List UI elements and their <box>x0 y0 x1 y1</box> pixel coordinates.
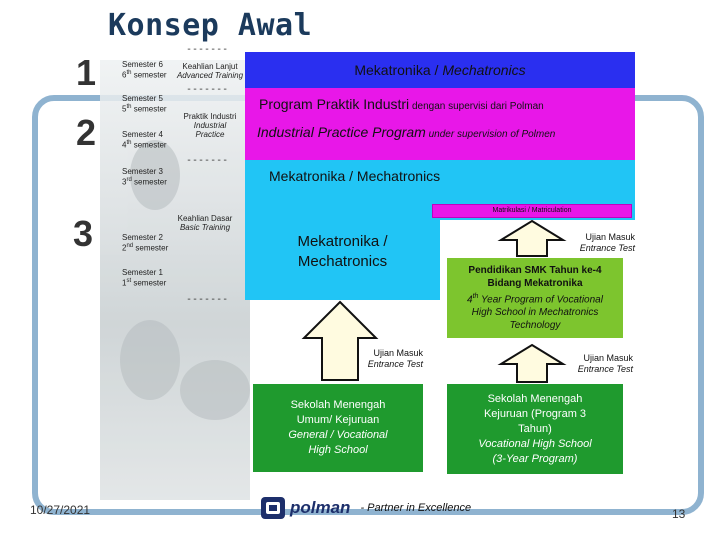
exam-label-id: Ujian Masuk <box>585 232 635 242</box>
semester-english: 2nd semester <box>122 243 169 253</box>
semester-english: 4th semester <box>122 140 167 150</box>
box-line: Technology <box>509 320 561 332</box>
box-line-id <box>259 96 629 114</box>
semester-name: Semester 2 <box>122 233 163 242</box>
semester-4-label <box>122 130 182 150</box>
box-vocational-3-year <box>447 384 623 474</box>
box-smk-4th-year <box>447 258 623 338</box>
box-label-id: Mekatronika / <box>354 62 439 78</box>
stage-number-3: 3 <box>73 213 94 254</box>
box-line: Tahun) <box>518 422 552 435</box>
exam-label-id: Ujian Masuk <box>583 353 633 363</box>
phase-industrial-practice <box>176 112 244 139</box>
box-line: Sekolah Menengah <box>290 399 386 411</box>
semester-english: 6th semester <box>122 70 167 80</box>
exam-label-id: Ujian Masuk <box>373 348 423 358</box>
phase-label-id: Keahlian Dasar <box>177 214 233 223</box>
phase-basic-training <box>172 214 238 232</box>
footer-tagline: - Partner in Excellence <box>360 502 472 514</box>
box-line: Sekolah Menengah <box>487 392 583 405</box>
box-label-en: Mechatronics <box>297 253 388 270</box>
separator-dashes: ------- <box>186 84 229 95</box>
box-line: Kejuruan (Program 3 <box>483 407 587 420</box>
logo-wordmark: polman <box>290 498 351 517</box>
semester-name: Semester 6 <box>122 60 163 69</box>
semester-name: Semester 1 <box>122 268 163 277</box>
phase-advanced-training <box>172 62 248 80</box>
stage-number-2: 2 <box>76 112 97 153</box>
exam-label-en: Entrance Test <box>579 243 635 253</box>
exam-label-en: Entrance Test <box>367 359 423 369</box>
box-line: (3-Year Program) <box>492 452 578 465</box>
box-industrial-practice <box>245 88 635 160</box>
semester-english: 3rd semester <box>122 177 167 187</box>
page-number: 13 <box>672 507 686 521</box>
box-text-big: Program Praktik Industri <box>259 96 410 112</box>
box-line: Umum/ Kejuruan <box>296 414 380 426</box>
box-general-vocational-school <box>253 384 423 472</box>
semester-3-label <box>122 167 182 187</box>
semester-english: 5th semester <box>122 104 167 114</box>
footer-date: 10/27/2021 <box>30 503 91 517</box>
phase-label-en: Industrial <box>193 121 227 130</box>
entrance-test-label <box>543 353 633 375</box>
box-text-big: Industrial Practice Program <box>257 124 426 140</box>
box-label-en: Mechatronics <box>442 62 526 78</box>
entrance-test-label <box>330 348 423 370</box>
separator-dashes: ------- <box>186 294 229 305</box>
stage-number-1: 1 <box>76 52 97 93</box>
semester-5-label <box>122 94 182 114</box>
semester-name: Semester 5 <box>122 94 163 103</box>
box-line: Vocational High School <box>478 437 592 450</box>
box-line: Bidang Mekatronika <box>487 278 583 289</box>
phase-label-en: Basic Training <box>179 223 231 232</box>
semester-2-label <box>122 233 182 253</box>
phase-label-en: Advanced Training <box>176 71 244 80</box>
box-text-small: dengan supervisi dari Polman <box>409 101 544 112</box>
separator-dashes: ------- <box>186 44 229 55</box>
box-mechatronics-entry <box>245 220 440 300</box>
box-label-id: Mekatronika / <box>297 233 388 250</box>
separator-dashes: ------- <box>186 155 229 166</box>
phase-label-en-2: Practice <box>195 130 225 139</box>
polman-logo <box>260 492 500 524</box>
box-line: High School in Mechatronics <box>471 307 599 319</box>
matriculation-bar: Matrikulasi / Matriculation <box>432 204 632 218</box>
box-line: 4th Year Program of Vocational <box>467 293 603 306</box>
semester-english: 1st semester <box>122 278 167 288</box>
page-title: Konsep Awal <box>108 8 313 43</box>
semester-name: Semester 3 <box>122 167 163 176</box>
phase-label-id: Keahlian Lanjut <box>182 62 238 71</box>
phase-label-id: Praktik Industri <box>183 112 237 121</box>
polman-logo-icon <box>260 495 286 521</box>
box-title: Mekatronika / Mechatronics <box>269 168 441 184</box>
box-line: Pendidikan SMK Tahun ke-4 <box>468 265 602 276</box>
semester-1-label <box>122 268 182 288</box>
box-line: High School <box>308 444 368 456</box>
semester-name: Semester 4 <box>122 130 163 139</box>
entrance-test-label <box>545 232 635 254</box>
exam-label-en: Entrance Test <box>577 364 633 374</box>
box-text-small: under supervision of Polmen <box>425 129 556 140</box>
box-line-en <box>257 124 629 142</box>
box-mechatronics-advanced <box>245 52 635 88</box>
box-line: General / Vocational <box>288 429 388 441</box>
